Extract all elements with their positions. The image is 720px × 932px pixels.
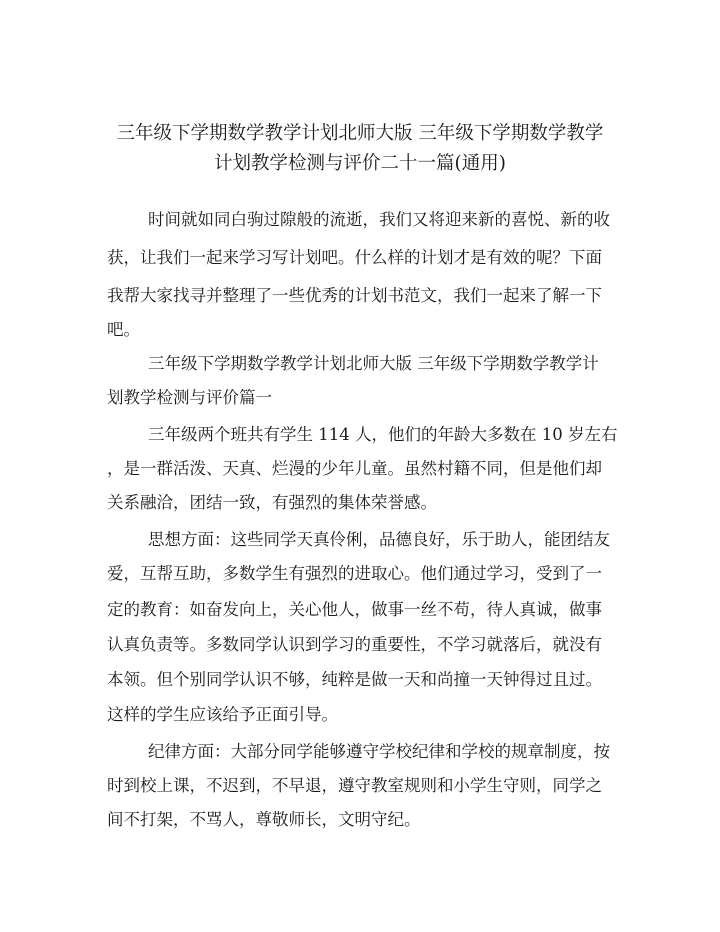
- body-line: 关系融洽，团结一致，有强烈的集体荣誉感。: [107, 493, 437, 512]
- title-line: 三年级下学期数学教学计划北师大版 三年级下学期数学教学: [116, 123, 604, 144]
- section-heading-line: 划教学检测与评价篇一: [107, 388, 272, 407]
- body-line: 时到校上课，不迟到，不早退，遵守教室规则和小学生守则，同学之: [107, 776, 602, 795]
- body-line: 间不打架，不骂人，尊敬师长，文明守纪。: [107, 810, 421, 829]
- body-line: 时间就如同白驹过隙般的流逝，我们又将迎来新的喜悦、新的收: [148, 210, 610, 229]
- body-line: ，是一群活泼、天真、烂漫的少年儿童。虽然村籍不同，但是他们却: [107, 459, 602, 478]
- body-line: 本领。但个别同学认识不够，纯粹是做一天和尚撞一天钟得过且过。: [107, 670, 602, 689]
- body-line: 这样的学生应该给予正面引导。: [107, 705, 338, 724]
- body-line: 认真负责等。多数同学认识到学习的重要性，不学习就落后，就没有: [107, 635, 602, 654]
- body-line: 三年级两个班共有学生 114 人，他们的年龄大多数在 10 岁左右: [148, 425, 618, 444]
- body-line: 吧。: [107, 320, 140, 339]
- section-heading-line: 三年级下学期数学教学计划北师大版 三年级下学期数学教学计: [148, 354, 599, 373]
- document-title: [100, 119, 620, 179]
- body-line: 获，让我们一起来学习写计划吧。什么样的计划才是有效的呢？下面: [107, 248, 602, 267]
- body-line: 定的教育：如奋发向上，关心他人，做事一丝不苟，待人真诚，做事: [107, 600, 602, 619]
- body-line: 思想方面：这些同学天真伶俐，品德良好，乐于助人，能团结友: [148, 530, 610, 549]
- body-line: 纪律方面：大部分同学能够遵守学校纪律和学校的规章制度，按: [148, 742, 610, 761]
- body-line: 我帮大家找寻并整理了一些优秀的计划书范文，我们一起来了解一下: [107, 286, 602, 305]
- body-line: 爱，互帮互助，多数学生有强烈的进取心。他们通过学习，受到了一: [107, 564, 602, 583]
- title-line: 计划教学检测与评价二十一篇(通用): [214, 153, 506, 174]
